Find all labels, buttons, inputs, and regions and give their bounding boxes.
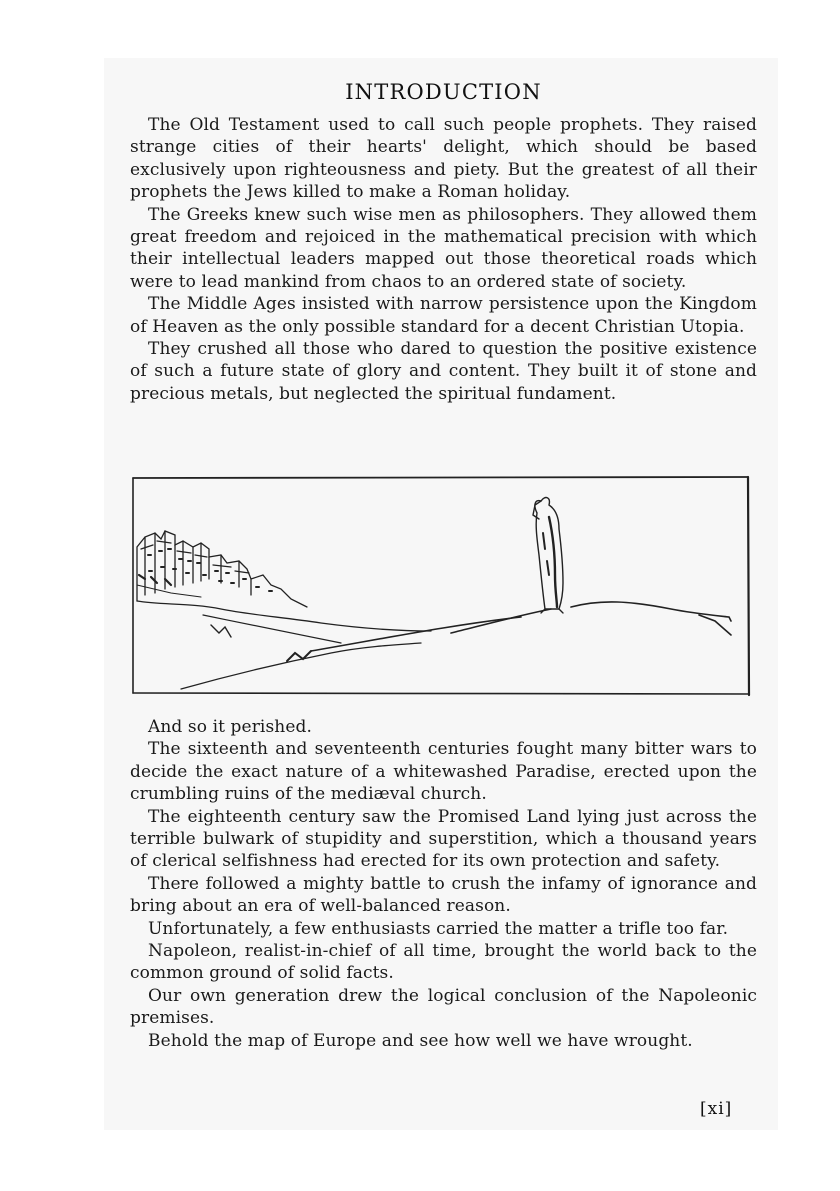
paragraph: And so it perished. (148, 717, 312, 737)
paragraph: They crushed all those who dared to question the positive existence of such a future state of glory and content. They built it of stone and precious metals, but neglected the spiritual fundament. (130, 339, 757, 404)
bottom-text-block (130, 716, 757, 1052)
illustration-prophet-and-city (131, 475, 752, 697)
page-title: INTRODUCTION (345, 80, 542, 105)
paragraph: Unfortunately, a few enthusiasts carried the matter a trifle too far. (148, 918, 729, 939)
paragraph: The Old Testament used to call such people prophets. They raised strange cities of their hearts' delight, which should be based exclusively upon righteousness and piety. But the greatest of all their prophets the Jews killed to make a Roman holiday. (130, 115, 757, 203)
page-number: [xi] (700, 1099, 733, 1119)
paragraph: Our own generation drew the logical conclusion of the Napoleonic premises. (130, 985, 757, 1029)
paragraph: The sixteenth and seventeenth centuries fought many bitter wars to decide the exact nature of a whitewashed Paradise, erected upon the crumbling ruins of the mediæval church. (130, 739, 757, 805)
paragraph: The eighteenth century saw the Promised Land lying just across the terrible bulwark of stupidity and superstition, which a thousand years of clerical selfishness had erected for its own protection and safety. (130, 806, 757, 872)
top-text-block (130, 114, 757, 405)
paragraph: Behold the map of Europe and see how well we have wrought. (148, 1030, 693, 1051)
paragraph: Napoleon, realist-in-chief of all time, brought the world back to the common ground of solid facts. (130, 941, 757, 984)
paragraph: The Greeks knew such wise men as philosophers. They allowed them great freedom and rejoiced in the mathematical precision with which their intellectual leaders mapped out those theoretical roads which were to lead mankind from chaos to an ordered state of society. (130, 204, 757, 292)
paragraph: The Middle Ages insisted with narrow persistence upon the Kingdom of Heaven as the only possible standard for a decent Christian Utopia. (130, 294, 757, 337)
paragraph: There followed a mighty battle to crush the infamy of ignorance and bring about an era of well-balanced reason. (130, 873, 757, 917)
